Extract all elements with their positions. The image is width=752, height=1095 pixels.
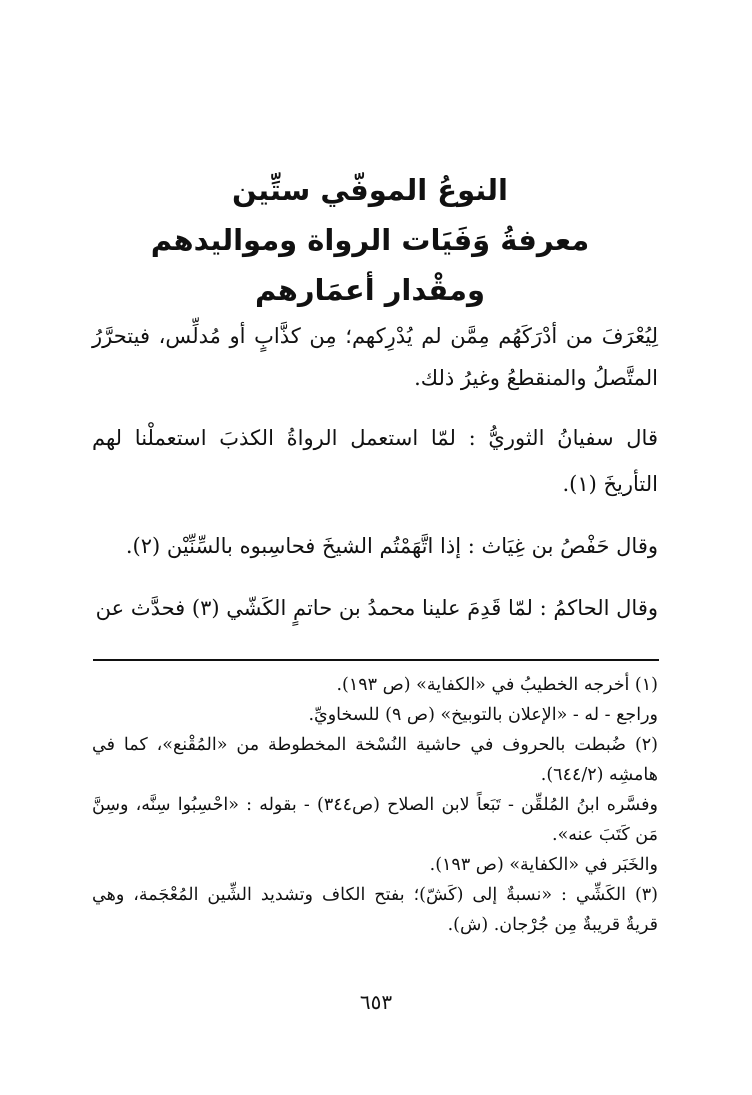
main-text [92,315,658,631]
paragraph: وقال الحاكمُ : لمّا قَدِمَ علينا محمدُ بن حاتمٍ الكَشّي (٣) فحدَّث عن [95,596,658,620]
footnote-line: والخَبَر في «الكفاية» (ص ١٩٣). [429,855,658,875]
footnote-line: وراجع - له - «الإعلان بالتوبيخ» (ص ٩) للسخاويِّ. [308,705,658,725]
heading-chapter-number: النوعُ الموفّي ستِّين [232,173,508,207]
footnote-line: (٣) الكَشِّي : «نسبةٌ إلى (كَشّ)؛ بفتح الكاف وتشديد الشِّين المُعْجَمة، وهي قريةٌ قريبةٌ مِن جُرْجان. (ش). [92,885,658,935]
paragraph: قال سفيانُ الثوريُّ : لمّا استعمل الرواةُ الكذبَ استعملْنا لهم التأريخَ (١). [92,426,658,496]
footnotes [92,670,658,940]
chapter-heading [90,165,650,315]
footnote-divider [93,659,659,661]
paragraph: لِيُعْرَفَ من أدْرَكَهُم مِمَّن لم يُدْرِكهم؛ مِن كذَّابٍ أو مُدلِّس، فيتحرَّرُ المتَّصلُ والمنقطعُ وغيرُ ذلك. [92,324,658,390]
footnote-line: (١) أخرجه الخطيبُ في «الكفاية» (ص ١٩٣). [336,675,658,695]
footnote-line: وفسَّره ابنُ المُلقِّن - تَبَعاً لابن الصلاح (ص٣٤٤) - بقوله : «احْسِبُوا سِنَّه، وسِنَّ مَن كَتَبَ عنه». [92,795,658,845]
heading-chapter-title: معرفةُ وَفَيَات الرواة ومواليدهم [150,223,590,257]
paragraph: وقال حَفْصُ بن غِيَاث : إذا اتَّهَمْتُم الشيخَ فحاسِبوه بالسِّنِّيْن (٢). [125,534,658,558]
page-number: ٦٥٣ [359,990,393,1014]
footnote-line: (٢) ضُبطت بالحروف في حاشية النُسْخة المخطوطة من «المُقْنع»، كما في هامشِه (٦٤٤/٢). [92,735,658,785]
heading-chapter-subtitle: ومقْدار أعمَارهم [255,273,485,307]
